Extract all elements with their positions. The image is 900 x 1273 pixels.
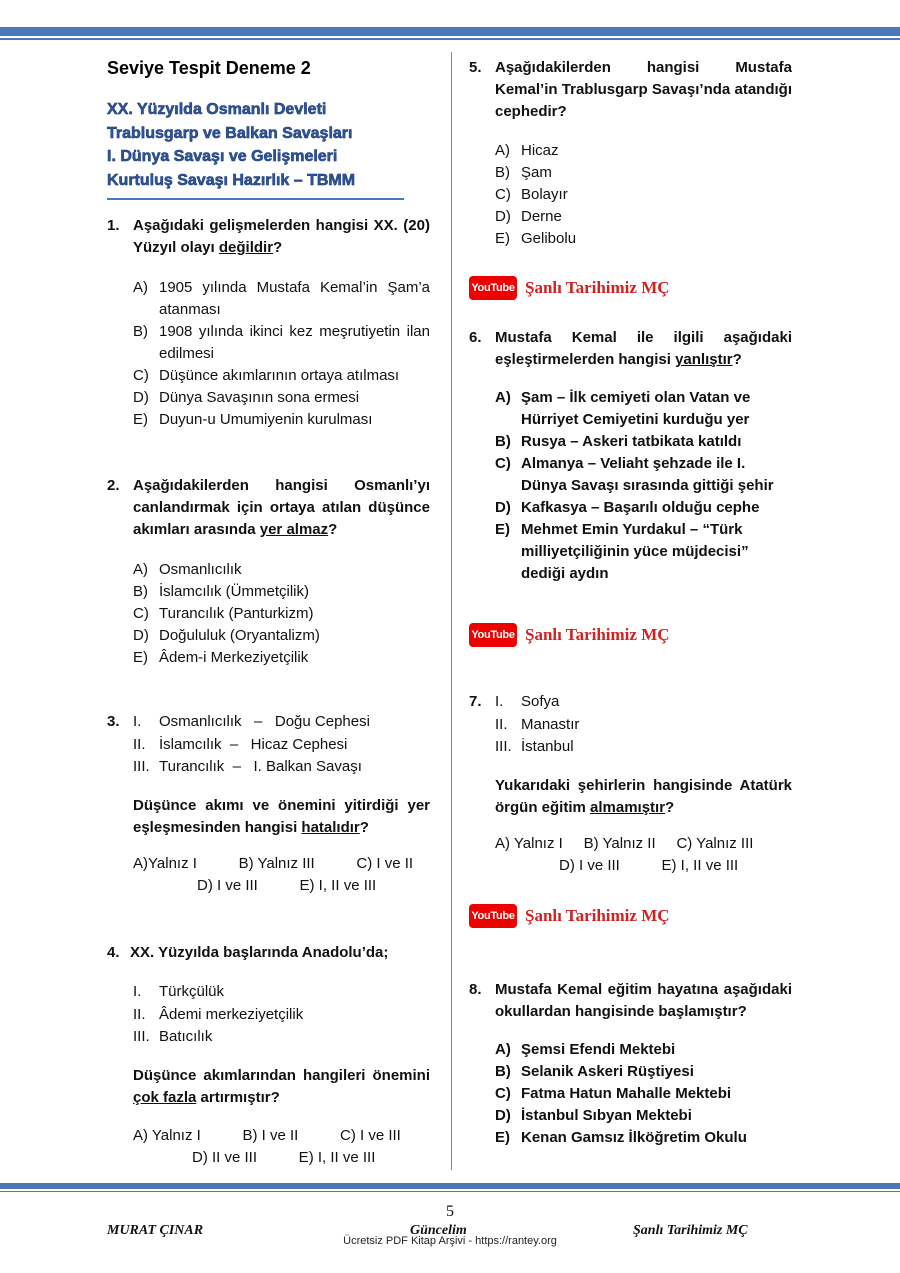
option-e[interactable]: E) Âdem-i Merkeziyetçilik	[133, 649, 309, 666]
options-row-1[interactable]: A)Yalnız I B) Yalnız III C) I ve II	[133, 854, 414, 872]
youtube-icon: YouTube	[469, 276, 517, 300]
question-5	[469, 57, 792, 250]
option-b[interactable]: B) Selanik Askeri Rüştiyesi	[495, 1063, 694, 1080]
top-border-bar	[0, 27, 900, 36]
youtube-icon: YouTube	[469, 623, 517, 647]
question-stem: Düşünce akımı ve önemini yitirdiği yer eşleşmesinden hangisi hatalıdır?	[133, 796, 430, 836]
options-row-1[interactable]: A) Yalnız I B) Yalnız II C) Yalnız III	[495, 834, 754, 852]
question-number: 5.	[469, 59, 482, 76]
statement-3: III. Turancılık – I. Balkan Savaşı	[133, 758, 362, 775]
statement-3: III. Batıcılık	[133, 1028, 213, 1045]
option-c[interactable]: C) Bolayır	[495, 186, 568, 203]
option-a[interactable]: A) Osmanlıcılık	[133, 561, 242, 578]
question-number: 2.	[107, 477, 120, 494]
question-number: 6.	[469, 329, 482, 346]
subtitle-block	[107, 98, 417, 192]
promo-text: Şanlı Tarihimiz MÇ	[525, 278, 670, 297]
option-d[interactable]: D) İstanbul Sıbyan Mektebi	[495, 1107, 692, 1124]
question-3	[107, 711, 430, 897]
options-row-2[interactable]: D) II ve III E) I, II ve III	[192, 1148, 376, 1166]
question-1	[107, 215, 430, 431]
subtitle-rule	[107, 198, 404, 200]
question-stem: Mustafa Kemal eğitim hayatına aşağıdaki okullardan hangisinde başlamıştır?	[495, 981, 792, 1020]
subtitle-line: Kurtuluş Savaşı Hazırlık – TBMM	[107, 171, 356, 189]
question-2	[107, 475, 430, 669]
option-a[interactable]: A) Şemsi Efendi Mektebi	[495, 1041, 676, 1058]
option-a[interactable]: A) Hicaz	[495, 142, 559, 159]
option-b[interactable]: B) İslamcılık (Ümmetçilik)	[133, 583, 309, 600]
question-number: 7.	[469, 693, 482, 710]
question-stem: Mustafa Kemal ile ilgili aşağıdaki eşleştirmelerden hangisi yanlıştır?	[495, 329, 792, 368]
options-row-2[interactable]: D) I ve III E) I, II ve III	[197, 876, 377, 894]
question-number: 3.	[107, 713, 120, 730]
statement-1: I. Türkçülük	[133, 983, 225, 1000]
watermark-text[interactable]: Ücretsiz PDF Kitap Arşivi - https://rantey.org	[343, 1235, 557, 1247]
option-e[interactable]: E) Duyun-u Umumiyenin kurulması	[133, 411, 373, 428]
option-c[interactable]: C) Düşünce akımlarının ortaya atılması	[133, 367, 400, 384]
youtube-promo[interactable]	[469, 276, 670, 300]
statement-2: II. Manastır	[495, 715, 580, 733]
option-b[interactable]: B) Şam	[495, 164, 552, 181]
options-row-1[interactable]: A) Yalnız I B) I ve II C) I ve III	[133, 1126, 401, 1144]
statement-1: I. Sofya	[495, 693, 560, 710]
option-a[interactable]: A) Şam – İlk cemiyeti olan Vatan ve Hürriyet Cemiyetini kurduğu yer	[495, 389, 751, 428]
question-4	[107, 942, 430, 1169]
options-row-2[interactable]: D) I ve III E) I, II ve III	[559, 856, 739, 874]
statement-2: II. İslamcılık – Hicaz Cephesi	[133, 735, 348, 753]
promo-text: Şanlı Tarihimiz MÇ	[525, 625, 670, 644]
option-b[interactable]: B) 1908 yılında ikinci kez meşrutiyetin ilan edilmesi	[133, 323, 430, 362]
option-a[interactable]: A) 1905 yılında Mustafa Kemal’in Şam’a atanması	[133, 279, 430, 318]
youtube-promo[interactable]	[469, 904, 670, 928]
subtitle-line: XX. Yüzyılda Osmanlı Devleti	[107, 101, 327, 118]
footer-middle: Güncelim	[410, 1223, 467, 1238]
question-stem: Aşağıdakilerden hangisi Osmanlı’yı canlandırmak için ortaya atılan düşünce akımları arasında yer almaz?	[133, 477, 430, 538]
column-divider	[451, 52, 452, 1170]
question-7	[469, 691, 792, 877]
option-d[interactable]: D) Kafkasya – Başarılı olduğu cephe	[495, 499, 760, 516]
subtitle-line: I. Dünya Savaşı ve Gelişmeleri	[107, 148, 338, 165]
question-head: XX. Yüzyılda başlarında Anadolu’da;	[130, 944, 389, 961]
youtube-promo[interactable]	[469, 623, 670, 647]
option-d[interactable]: D) Dünya Savaşının sona ermesi	[133, 389, 360, 406]
question-number: 1.	[107, 217, 120, 234]
option-e[interactable]: E) Kenan Gamsız İlköğretim Okulu	[495, 1129, 747, 1146]
promo-text: Şanlı Tarihimiz MÇ	[525, 906, 670, 925]
bottom-border-bar	[0, 1183, 900, 1189]
option-d[interactable]: D) Derne	[495, 208, 562, 225]
option-c[interactable]: C) Fatma Hatun Mahalle Mektebi	[495, 1085, 732, 1102]
youtube-icon: YouTube	[469, 904, 517, 928]
question-stem: Yukarıdaki şehirlerin hangisinde Atatürk örgün eğitim almamıştır?	[495, 776, 792, 816]
option-c[interactable]: C) Turancılık (Panturkizm)	[133, 605, 314, 622]
question-stem: Düşünce akımlarından hangileri önemini çok fazla artırmıştır?	[133, 1066, 430, 1106]
bottom-border-line	[0, 1191, 900, 1192]
footer-brand: Şanlı Tarihimiz MÇ	[633, 1223, 748, 1238]
option-b[interactable]: B) Rusya – Askeri tatbikata katıldı	[495, 433, 742, 450]
question-stem: Aşağıdaki gelişmelerden hangisi XX. (20) Yüzyıl olayı değildir?	[133, 217, 430, 256]
option-e[interactable]: E) Mehmet Emin Yurdakul – “Türk milliyetçiliğinin yüce müjdecisi” dediği aydın	[495, 521, 749, 582]
subtitle-line: Trablusgarp ve Balkan Savaşları	[107, 124, 353, 142]
page-number: 5	[446, 1203, 454, 1220]
question-number: 8.	[469, 981, 482, 998]
statement-3: III. İstanbul	[495, 738, 574, 755]
question-6	[469, 327, 792, 585]
question-stem: Aşağıdakilerden hangisi Mustafa Kemal’in Trablusgarp Savaşı’nda atandığı cephedir?	[495, 59, 792, 120]
top-border-line	[0, 38, 900, 40]
question-number: 4.	[107, 944, 120, 961]
footer-author: MURAT ÇINAR	[107, 1223, 204, 1238]
question-8	[469, 979, 792, 1149]
statement-1: I. Osmanlıcılık – Doğu Cephesi	[133, 713, 370, 730]
page-title: Seviye Tespit Deneme 2	[107, 58, 311, 78]
option-d[interactable]: D) Doğululuk (Oryantalizm)	[133, 627, 320, 644]
option-e[interactable]: E) Gelibolu	[495, 230, 577, 247]
option-c[interactable]: C) Almanya – Veliaht şehzade ile I. Dünya Savaşı sırasında gittiği şehir	[495, 455, 774, 494]
statement-2: II. Âdemi merkeziyetçilik	[133, 1005, 304, 1023]
